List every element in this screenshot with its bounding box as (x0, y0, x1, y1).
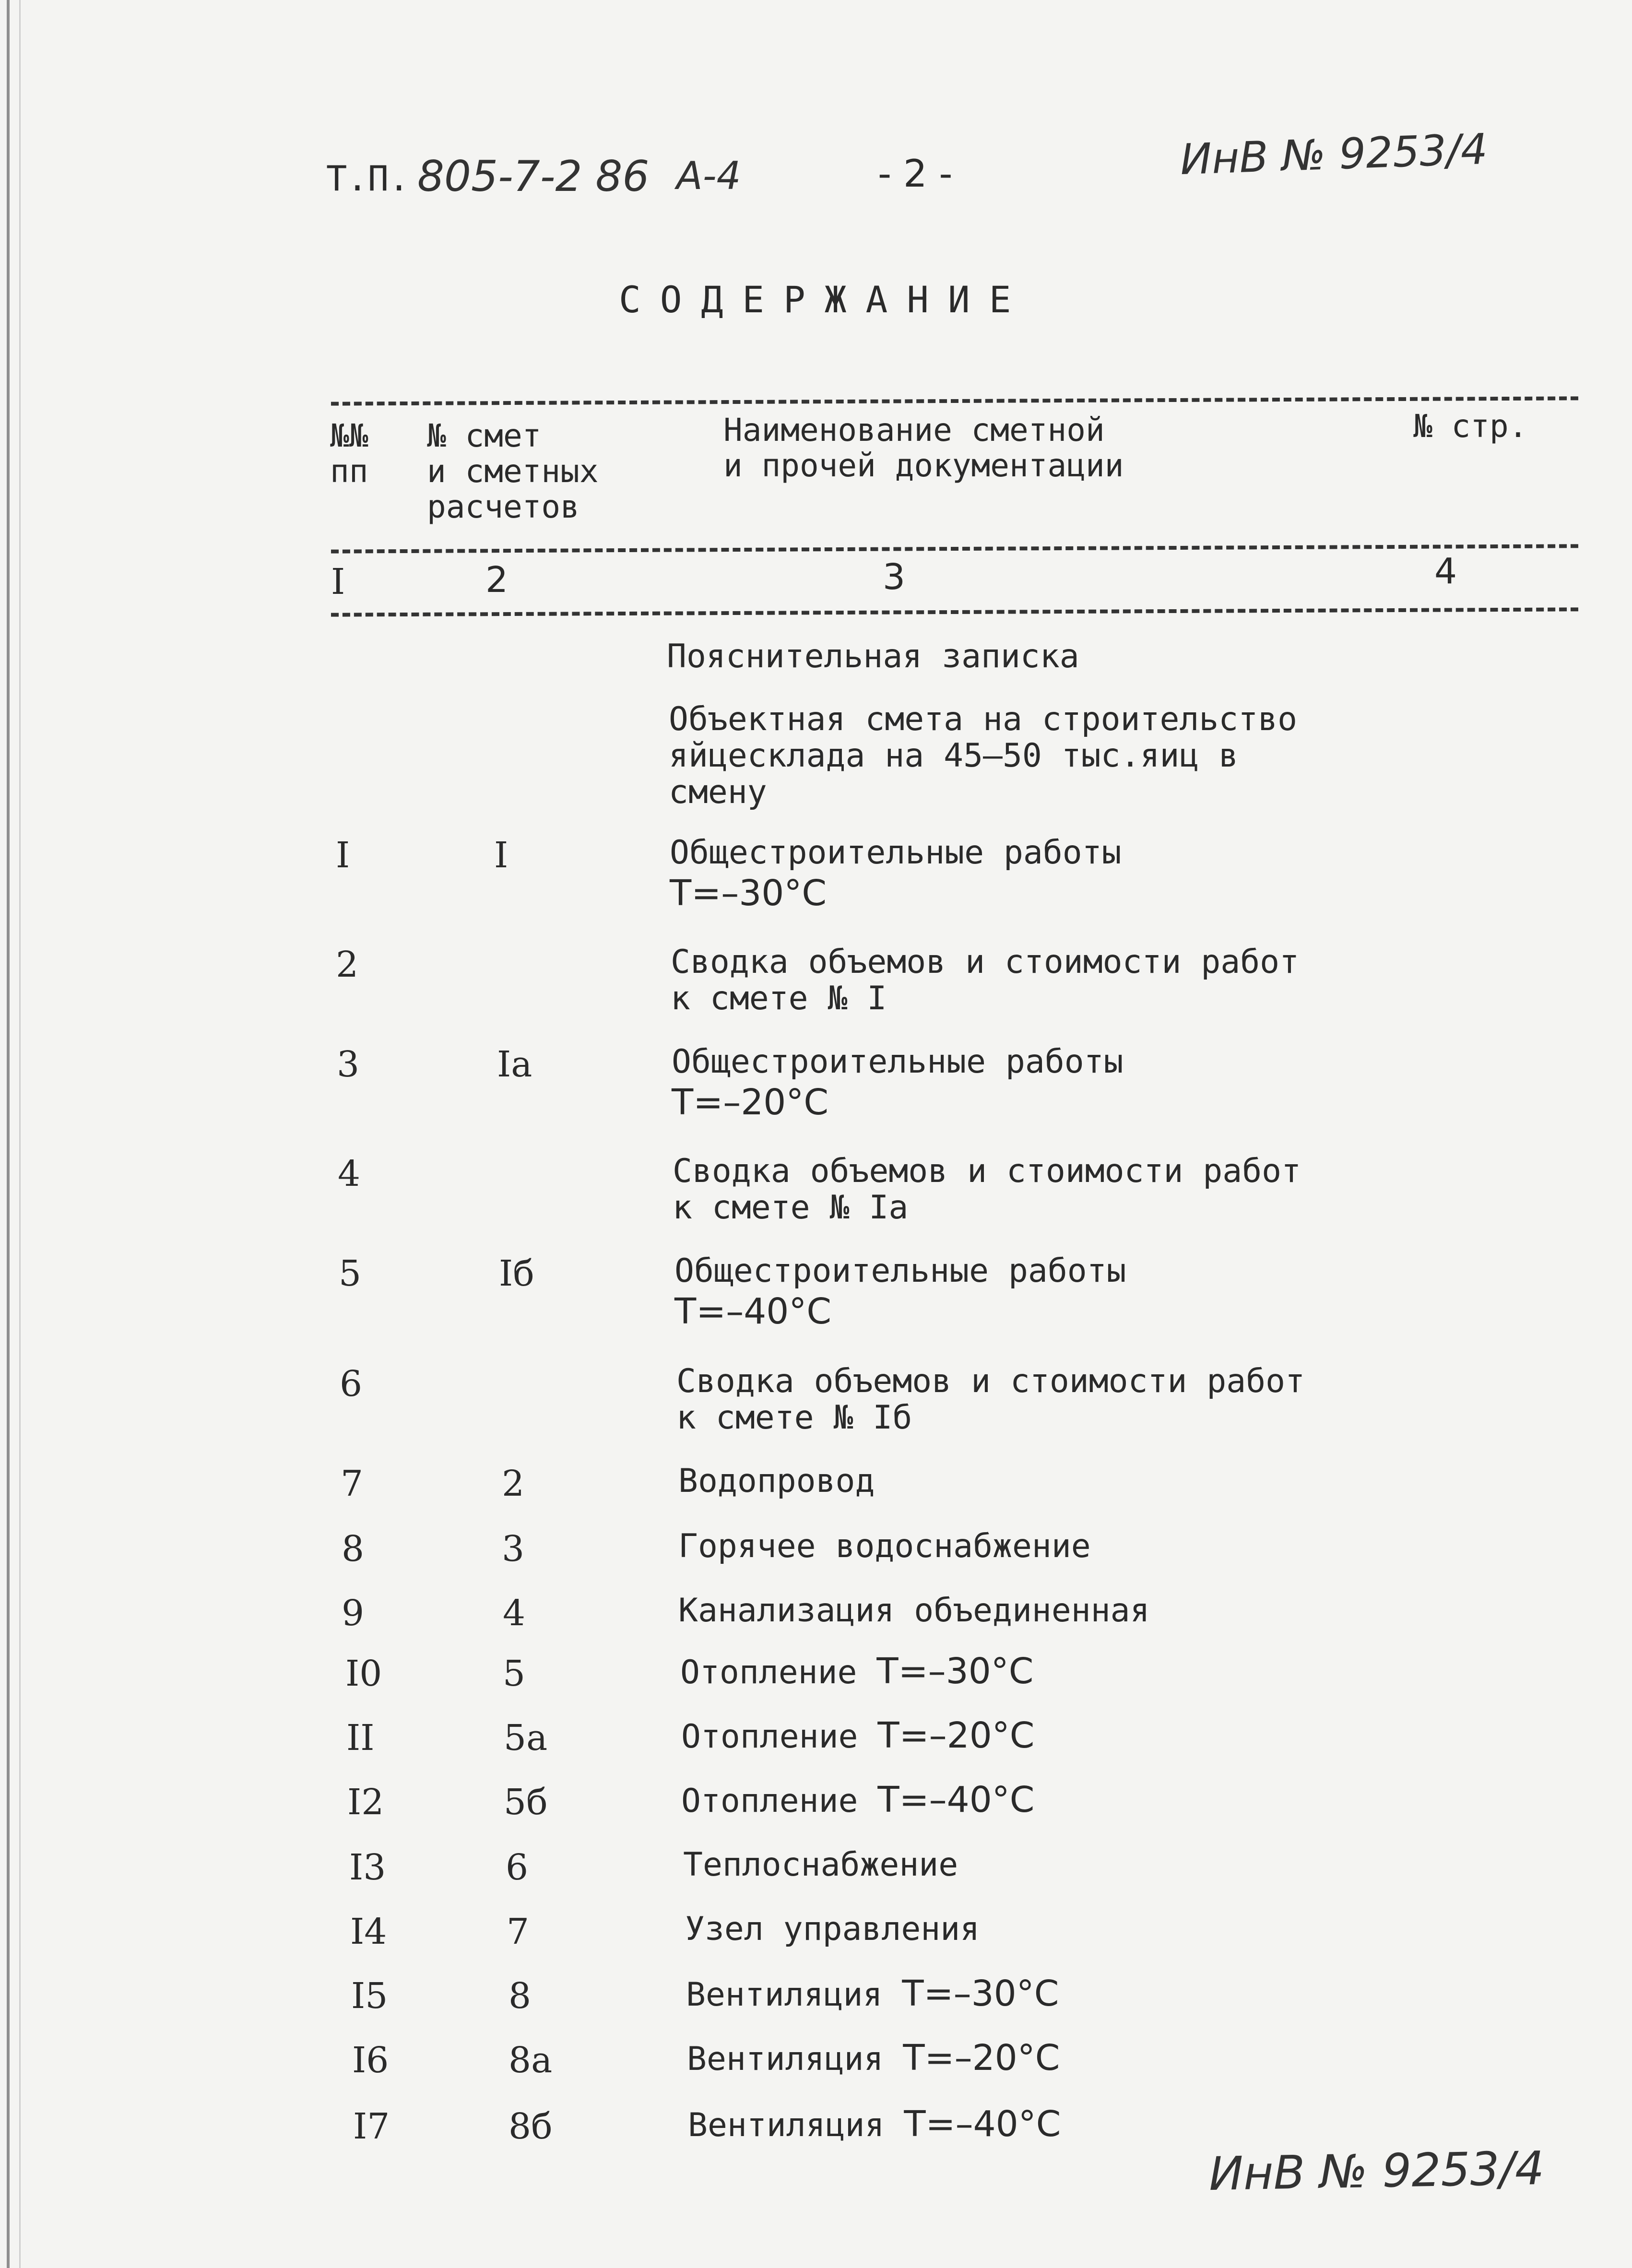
col-number-3: 3 (883, 556, 906, 598)
object-estimate: Объектная смета на строительство яйцесклада на 45–50 тыс.яиц в смену (669, 700, 1298, 811)
explanatory-note: Пояснительная записка (667, 638, 1079, 675)
inventory-number-top: ИнВ № 9253/4 (1179, 124, 1489, 185)
col1-header: №№ пп (330, 417, 368, 490)
col-number-4: 4 (1434, 551, 1457, 592)
inventory-number-bottom: ИнВ № 9253/4 (1208, 2141, 1545, 2201)
header-rule-top (331, 396, 1578, 405)
album-code: А-4 (676, 154, 741, 198)
scan-edge (7, 0, 10, 2268)
col2-header: № смет и сметных расчетов (427, 417, 599, 525)
col-number-1: I (331, 561, 345, 602)
header-rule-bottom (331, 607, 1578, 616)
tp-number: 805-7-2 86 (417, 152, 650, 201)
scan-edge-shadow (19, 0, 21, 2268)
document-page: Т.П. 805-7-2 86 А-4 - 2 - ИнВ № 9253/4 СОДЕРЖАНИЕ №№ пп № смет и сметных расчетов Наименование сметной и прочей документации № стр. I 2 3 4 Пояснительная записка Объектная смета на строительство яйцесклада на 45–50 тыс.яиц в смену I I Общестроительные работы Т=–30°С 2 Сводка объемов и стоимости работ к смете № I 3 Iа Общестроительные работы Т=–20°С 4 Сводка объемов и стоимости работ к смете № Iа 5 Iб Общестроительные работы Т=–40°С 6 Сводка объемов и стоимости работ к смете № Iб 7 2 Водопровод 8 3 Горячее водоснабжение 9 4 Канализация объединенная I0 5 Отопление Т=–30°С II 5а Отопление Т=–20°С I2 5б Отопление Т=–40°С I3 6 Теплоснабжение I4 7 Узел управления I5 8 Вентиляция Т=–30°С I6 8а Вентиляция Т=–20°С I7 8б Вентиляция Т=–40°С ИнВ № 9253/4 (0, 0, 1632, 2268)
page-number: - 2 - (878, 153, 953, 196)
page-title: СОДЕРЖАНИЕ (619, 278, 1030, 321)
col-number-2: 2 (485, 559, 509, 601)
col4-header: № стр. (1413, 408, 1528, 445)
tp-prefix: Т.П. (326, 158, 410, 199)
col3-header: Наименование сметной и прочей документации (723, 412, 1124, 484)
header-rule-middle (331, 544, 1578, 553)
